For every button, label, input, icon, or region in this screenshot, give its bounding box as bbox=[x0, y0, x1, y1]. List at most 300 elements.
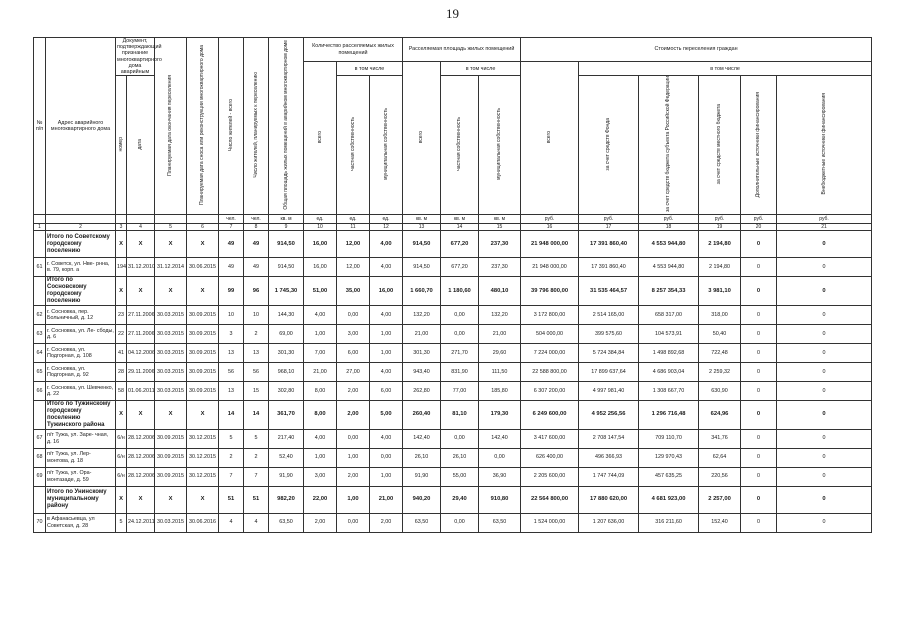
data-cell: 30.12.2015 bbox=[187, 429, 219, 448]
address-cell: в Афанасьевца, ул Советская, д. 28 bbox=[46, 513, 116, 532]
data-cell: 17 391 860,40 bbox=[579, 231, 639, 258]
data-cell: 129 970,43 bbox=[639, 448, 699, 467]
data-cell: X bbox=[187, 486, 219, 513]
column-index-cell: 2 bbox=[46, 224, 116, 231]
data-cell: 8,00 bbox=[304, 400, 337, 429]
data-cell: 0 bbox=[777, 429, 872, 448]
row-number-cell bbox=[34, 231, 46, 258]
index-row bbox=[34, 224, 872, 231]
data-cell: 2 bbox=[219, 448, 244, 467]
address-cell: п/т Тужа, ул. Лер- монтова, д. 18 bbox=[46, 448, 116, 467]
col-relocated-area: Расселяемая площадь жилых помещений bbox=[403, 38, 521, 62]
data-cell: 21 948 000,00 bbox=[521, 258, 579, 277]
data-cell: 504 000,00 bbox=[521, 324, 579, 343]
data-cell: 262,80 bbox=[403, 381, 441, 400]
data-cell: 16,00 bbox=[304, 231, 337, 258]
data-cell: 7 224 000,00 bbox=[521, 343, 579, 362]
data-cell: 6,00 bbox=[337, 343, 370, 362]
address-cell: Итого по Унинскому муниципальному району bbox=[46, 486, 116, 513]
column-index-cell: 16 bbox=[521, 224, 579, 231]
data-cell: 15 bbox=[244, 381, 269, 400]
data-cell: 31 535 464,57 bbox=[579, 277, 639, 306]
data-cell: 27.11.2006 bbox=[127, 324, 155, 343]
data-cell: 5 bbox=[116, 513, 127, 532]
data-cell: 0 bbox=[741, 362, 777, 381]
data-cell: 0,00 bbox=[337, 429, 370, 448]
data-cell: 4 997 981,40 bbox=[579, 381, 639, 400]
data-cell: 4 686 903,04 bbox=[639, 362, 699, 381]
data-cell: 2 708 147,54 bbox=[579, 429, 639, 448]
col-doc-date: дата bbox=[127, 76, 155, 215]
data-cell: 4,00 bbox=[370, 305, 403, 324]
row-number-cell: 63 bbox=[34, 324, 46, 343]
data-cell: 4 bbox=[219, 513, 244, 532]
col-residents-relocating: Число жителей, планируемых к переселению bbox=[244, 38, 269, 215]
data-cell: 831,90 bbox=[441, 362, 479, 381]
data-cell: 13 bbox=[244, 343, 269, 362]
data-cell: 30.03.2015 bbox=[155, 305, 187, 324]
col-cost-all: всего bbox=[521, 62, 579, 215]
row-number-cell: 69 bbox=[34, 467, 46, 486]
data-cell: 29,40 bbox=[441, 486, 479, 513]
data-cell: 1 660,70 bbox=[403, 277, 441, 306]
data-cell: 0,00 bbox=[337, 513, 370, 532]
data-cell: 50,40 bbox=[699, 324, 741, 343]
data-cell: 217,40 bbox=[269, 429, 304, 448]
data-cell: 30.03.2015 bbox=[155, 324, 187, 343]
data-cell: 3 172 800,00 bbox=[521, 305, 579, 324]
unit-cell: кв. м bbox=[479, 215, 521, 224]
column-index-cell: 5 bbox=[155, 224, 187, 231]
data-cell: 24.12.2011 bbox=[127, 513, 155, 532]
data-cell: 1,00 bbox=[304, 324, 337, 343]
data-cell: 12,00 bbox=[337, 231, 370, 258]
data-cell: 0,00 bbox=[337, 305, 370, 324]
data-cell: 1,00 bbox=[337, 448, 370, 467]
data-cell: X bbox=[116, 231, 127, 258]
data-cell: 0 bbox=[741, 429, 777, 448]
subtotal-row bbox=[34, 277, 872, 306]
data-cell: 2 bbox=[244, 324, 269, 343]
unit-cell: руб. bbox=[741, 215, 777, 224]
data-cell: 142,40 bbox=[479, 429, 521, 448]
data-cell: 5 bbox=[244, 429, 269, 448]
page-number: 19 bbox=[446, 6, 459, 21]
data-cell: 0 bbox=[741, 231, 777, 258]
row-number-cell bbox=[34, 486, 46, 513]
col-cost-incl: в том числе bbox=[579, 62, 872, 76]
col-planned-end: Планируемая дата окончания переселения bbox=[155, 38, 187, 215]
data-cell: 22 588 800,00 bbox=[521, 362, 579, 381]
col-cost: Стоимость переселения граждан bbox=[521, 38, 872, 62]
unit-cell: чел. bbox=[219, 215, 244, 224]
data-cell: 91,90 bbox=[403, 467, 441, 486]
data-cell: 17 391 860,40 bbox=[579, 258, 639, 277]
unit-cell: руб. bbox=[639, 215, 699, 224]
data-cell: 0 bbox=[777, 400, 872, 429]
data-cell: 30.03.2015 bbox=[155, 362, 187, 381]
data-cell: 630,90 bbox=[699, 381, 741, 400]
data-cell: 0 bbox=[777, 467, 872, 486]
address-cell: Итого по Сосновскому городскому поселению bbox=[46, 277, 116, 306]
data-cell: 30.09.2015 bbox=[155, 467, 187, 486]
data-cell: 0 bbox=[777, 486, 872, 513]
data-cell: 3 bbox=[219, 324, 244, 343]
col-cost-fund: за счет средств Фонда bbox=[579, 76, 639, 215]
data-cell: 21,00 bbox=[304, 362, 337, 381]
unit-cell: кв. м bbox=[441, 215, 479, 224]
address-cell: г. Сосновка, ул. Подгорная, д. 108 bbox=[46, 343, 116, 362]
data-cell: 2,00 bbox=[304, 513, 337, 532]
row-number-cell: 65 bbox=[34, 362, 46, 381]
data-cell: 722,48 bbox=[699, 343, 741, 362]
data-cell: 56 bbox=[244, 362, 269, 381]
data-cell: 2,00 bbox=[370, 513, 403, 532]
data-cell: 51,00 bbox=[304, 277, 337, 306]
subtotal-row bbox=[34, 400, 872, 429]
column-index-cell: 15 bbox=[479, 224, 521, 231]
data-cell: 0 bbox=[777, 343, 872, 362]
data-cell: 185,80 bbox=[479, 381, 521, 400]
data-cell: 4,00 bbox=[370, 429, 403, 448]
data-cell: 914,50 bbox=[269, 258, 304, 277]
row-number-cell bbox=[34, 277, 46, 306]
data-cell: 4 681 923,00 bbox=[639, 486, 699, 513]
col-qty-all: всего bbox=[304, 62, 337, 215]
subtotal-row bbox=[34, 486, 872, 513]
data-cell: 62,64 bbox=[699, 448, 741, 467]
address-cell: Итого по Советскому городскому поселению bbox=[46, 231, 116, 258]
data-cell: 10 bbox=[244, 305, 269, 324]
data-cell: 39 796 800,00 bbox=[521, 277, 579, 306]
unit-cell: руб. bbox=[579, 215, 639, 224]
data-cell: 4 952 256,56 bbox=[579, 400, 639, 429]
data-cell: 30.09.2015 bbox=[187, 381, 219, 400]
column-index-cell: 8 bbox=[244, 224, 269, 231]
unit-cell: руб. bbox=[777, 215, 872, 224]
data-cell: 1 207 636,00 bbox=[579, 513, 639, 532]
data-cell: X bbox=[127, 277, 155, 306]
data-cell: 0,00 bbox=[479, 448, 521, 467]
data-cell: 28.12.2006 bbox=[127, 429, 155, 448]
data-cell: 23 bbox=[116, 305, 127, 324]
data-cell: X bbox=[127, 486, 155, 513]
data-cell: 13 bbox=[219, 381, 244, 400]
data-cell: 29,60 bbox=[479, 343, 521, 362]
data-cell: 2 259,32 bbox=[699, 362, 741, 381]
data-cell: 1 747 744,09 bbox=[579, 467, 639, 486]
data-cell: 51 bbox=[219, 486, 244, 513]
data-cell: 8 257 354,33 bbox=[639, 277, 699, 306]
data-cell: 13 bbox=[219, 343, 244, 362]
data-cell: 237,30 bbox=[479, 231, 521, 258]
data-cell: 36,90 bbox=[479, 467, 521, 486]
data-cell: 91,90 bbox=[269, 467, 304, 486]
data-cell: 30.03.2015 bbox=[155, 381, 187, 400]
data-cell: 0 bbox=[741, 467, 777, 486]
data-cell: 63,50 bbox=[403, 513, 441, 532]
unit-cell: ед. bbox=[370, 215, 403, 224]
data-cell: 6/н bbox=[116, 467, 127, 486]
data-cell: X bbox=[155, 486, 187, 513]
col-total-area: Общая площадь жилых помещений в аварийном многоквартирном доме bbox=[269, 38, 304, 215]
data-cell: 6 307 200,00 bbox=[521, 381, 579, 400]
row-number-cell: 66 bbox=[34, 381, 46, 400]
data-cell: 77,00 bbox=[441, 381, 479, 400]
data-cell: 6/н bbox=[116, 429, 127, 448]
data-cell: 7 bbox=[219, 467, 244, 486]
table-row bbox=[34, 429, 872, 448]
data-cell: 0 bbox=[777, 305, 872, 324]
column-index-cell: 18 bbox=[639, 224, 699, 231]
data-cell: 4,00 bbox=[304, 429, 337, 448]
address-cell: г. Сосновка, ул. Шевченко, д. 22 bbox=[46, 381, 116, 400]
data-cell: 4 553 944,80 bbox=[639, 258, 699, 277]
address-cell: п/т Тужа, ул. Ора- монтазаде, д. 59 bbox=[46, 467, 116, 486]
subtotal-row bbox=[34, 231, 872, 258]
table-row bbox=[34, 381, 872, 400]
table-row bbox=[34, 362, 872, 381]
unit-cell bbox=[46, 215, 116, 224]
units-row bbox=[34, 215, 872, 224]
data-cell: 21,00 bbox=[403, 324, 441, 343]
data-cell: 361,70 bbox=[269, 400, 304, 429]
data-cell: 260,40 bbox=[403, 400, 441, 429]
data-cell: 4 bbox=[244, 513, 269, 532]
data-cell: 30.12.2015 bbox=[187, 448, 219, 467]
data-cell: 0,00 bbox=[441, 513, 479, 532]
data-cell: 194 bbox=[116, 258, 127, 277]
table-row bbox=[34, 324, 872, 343]
data-cell: 3,00 bbox=[304, 467, 337, 486]
row-number-cell bbox=[34, 400, 46, 429]
data-cell: 29.11.2006 bbox=[127, 362, 155, 381]
data-cell: 41 bbox=[116, 343, 127, 362]
col-area-private: частная собственность bbox=[441, 76, 479, 215]
data-cell: 58 bbox=[116, 381, 127, 400]
col-qty-municipal: муниципальная собственность bbox=[370, 76, 403, 215]
data-cell: 2 205 600,00 bbox=[521, 467, 579, 486]
row-number-cell: 70 bbox=[34, 513, 46, 532]
data-cell: 12,00 bbox=[337, 258, 370, 277]
data-cell: 3,00 bbox=[337, 324, 370, 343]
column-index-cell: 21 bbox=[777, 224, 872, 231]
data-cell: 0 bbox=[741, 400, 777, 429]
unit-cell: кв. м bbox=[403, 215, 441, 224]
data-cell: 5 724 384,84 bbox=[579, 343, 639, 362]
data-cell: 30.03.2015 bbox=[155, 343, 187, 362]
data-cell: 480,10 bbox=[479, 277, 521, 306]
column-index-cell: 17 bbox=[579, 224, 639, 231]
data-cell: 0 bbox=[777, 513, 872, 532]
col-qty-incl: в том числе bbox=[337, 62, 403, 76]
row-number-cell: 61 bbox=[34, 258, 46, 277]
col-area-municipal: муниципальная собственность bbox=[479, 76, 521, 215]
data-cell: 63,50 bbox=[479, 513, 521, 532]
data-cell: 30.06.2016 bbox=[187, 513, 219, 532]
data-cell: 04.12.2006 bbox=[127, 343, 155, 362]
data-cell: 302,80 bbox=[269, 381, 304, 400]
data-cell: 2 bbox=[244, 448, 269, 467]
col-area-incl: в том числе bbox=[441, 62, 521, 76]
col-cost-extra: Дополнительные источники финансирования bbox=[741, 76, 777, 215]
row-number-cell: 62 bbox=[34, 305, 46, 324]
data-cell: 104 573,91 bbox=[639, 324, 699, 343]
table-row bbox=[34, 467, 872, 486]
data-cell: 56 bbox=[219, 362, 244, 381]
data-cell: 6,00 bbox=[370, 381, 403, 400]
column-index-cell: 11 bbox=[337, 224, 370, 231]
unit-cell: руб. bbox=[699, 215, 741, 224]
unit-cell: кв. м bbox=[269, 215, 304, 224]
data-cell: 8,00 bbox=[304, 381, 337, 400]
data-cell: 31.12.2010 bbox=[127, 258, 155, 277]
data-cell: 22 bbox=[116, 324, 127, 343]
column-index-cell: 9 bbox=[269, 224, 304, 231]
data-cell: 0 bbox=[741, 324, 777, 343]
data-cell: 7,00 bbox=[304, 343, 337, 362]
data-cell: 0 bbox=[777, 277, 872, 306]
data-cell: 0 bbox=[777, 324, 872, 343]
column-index-cell: 12 bbox=[370, 224, 403, 231]
column-index-cell: 20 bbox=[741, 224, 777, 231]
data-cell: 22 564 800,00 bbox=[521, 486, 579, 513]
data-cell: X bbox=[116, 486, 127, 513]
address-cell: Итого по Тужинскому городскому поселению Тужинского района bbox=[46, 400, 116, 429]
data-cell: 30.09.2015 bbox=[155, 448, 187, 467]
data-cell: 69,00 bbox=[269, 324, 304, 343]
column-index-cell: 1 bbox=[34, 224, 46, 231]
data-cell: 1,00 bbox=[370, 324, 403, 343]
data-cell: 152,40 bbox=[699, 513, 741, 532]
data-cell: 709 110,70 bbox=[639, 429, 699, 448]
col-address: Адрес аварийного многоквартирного дома bbox=[46, 38, 116, 215]
row-number-cell: 67 bbox=[34, 429, 46, 448]
col-qty-private: частная собственность bbox=[337, 76, 370, 215]
address-cell: п/т Тужа, ул. Заре- чная, д. 16 bbox=[46, 429, 116, 448]
data-cell: 968,10 bbox=[269, 362, 304, 381]
data-cell: 982,20 bbox=[269, 486, 304, 513]
data-cell: 914,50 bbox=[403, 258, 441, 277]
data-cell: 35,00 bbox=[337, 277, 370, 306]
table-row bbox=[34, 258, 872, 277]
data-cell: 14 bbox=[244, 400, 269, 429]
relocation-register-table bbox=[33, 37, 872, 533]
data-cell: 1 180,60 bbox=[441, 277, 479, 306]
data-cell: 132,20 bbox=[403, 305, 441, 324]
data-cell: 144,30 bbox=[269, 305, 304, 324]
data-cell: 1,00 bbox=[304, 448, 337, 467]
data-cell: X bbox=[127, 231, 155, 258]
col-area-all: всего bbox=[403, 62, 441, 215]
data-cell: 626 400,00 bbox=[521, 448, 579, 467]
column-index-cell: 7 bbox=[219, 224, 244, 231]
table-row bbox=[34, 305, 872, 324]
address-cell: г. Сосновка, ул. Ле- сбоды, д. 6 bbox=[46, 324, 116, 343]
data-cell: 0 bbox=[777, 231, 872, 258]
data-cell: 0,00 bbox=[441, 429, 479, 448]
address-cell: г. Советск, ул. Нве- рнна, в. 79, корп. а bbox=[46, 258, 116, 277]
column-index-cell: 10 bbox=[304, 224, 337, 231]
data-cell: 49 bbox=[244, 231, 269, 258]
data-cell: 27,00 bbox=[337, 362, 370, 381]
data-cell: 52,40 bbox=[269, 448, 304, 467]
data-cell: 0 bbox=[777, 448, 872, 467]
column-index-cell: 13 bbox=[403, 224, 441, 231]
data-cell: 0 bbox=[741, 305, 777, 324]
unit-cell: ед. bbox=[337, 215, 370, 224]
col-doc: Документ, подтверждающий признание многоквартирного дома аварийным bbox=[117, 38, 162, 76]
data-cell: 0 bbox=[777, 258, 872, 277]
row-number-cell: 68 bbox=[34, 448, 46, 467]
data-cell: 1 498 892,68 bbox=[639, 343, 699, 362]
data-cell: 1,00 bbox=[370, 343, 403, 362]
data-cell: 21,00 bbox=[479, 324, 521, 343]
column-index-cell: 14 bbox=[441, 224, 479, 231]
data-cell: 2,00 bbox=[337, 467, 370, 486]
data-cell: 30.09.2015 bbox=[187, 343, 219, 362]
address-cell: г. Сосновка, пер. Больничный, д. 12 bbox=[46, 305, 116, 324]
data-cell: 51 bbox=[244, 486, 269, 513]
data-cell: 26,10 bbox=[403, 448, 441, 467]
data-cell: 96 bbox=[244, 277, 269, 306]
data-cell: 1,00 bbox=[337, 486, 370, 513]
data-cell: 910,80 bbox=[479, 486, 521, 513]
data-cell: 63,50 bbox=[269, 513, 304, 532]
unit-cell bbox=[155, 215, 187, 224]
data-cell: 6 249 600,00 bbox=[521, 400, 579, 429]
data-cell: 624,96 bbox=[699, 400, 741, 429]
data-cell: 4,00 bbox=[304, 305, 337, 324]
data-cell: 677,20 bbox=[441, 231, 479, 258]
data-cell: 237,30 bbox=[479, 258, 521, 277]
table-row bbox=[34, 513, 872, 532]
data-cell: 1 745,30 bbox=[269, 277, 304, 306]
data-cell: X bbox=[116, 400, 127, 429]
data-cell: 2 194,80 bbox=[699, 258, 741, 277]
data-cell: 301,30 bbox=[403, 343, 441, 362]
data-cell: 2 194,80 bbox=[699, 231, 741, 258]
column-index-cell: 19 bbox=[699, 224, 741, 231]
data-cell: 01.06.2011 bbox=[127, 381, 155, 400]
data-cell: 940,20 bbox=[403, 486, 441, 513]
data-cell: 16,00 bbox=[304, 258, 337, 277]
data-cell: 658 317,00 bbox=[639, 305, 699, 324]
data-cell: 27.11.2006 bbox=[127, 305, 155, 324]
data-cell: 399 575,60 bbox=[579, 324, 639, 343]
data-cell: 49 bbox=[244, 258, 269, 277]
data-cell: 1 308 667,70 bbox=[639, 381, 699, 400]
data-cell: 0 bbox=[777, 362, 872, 381]
col-planned-demolition: Планируемая дата сноса или реконструкции многоквартирного дома bbox=[187, 38, 219, 215]
data-cell: 914,50 bbox=[269, 231, 304, 258]
data-cell: 301,30 bbox=[269, 343, 304, 362]
data-cell: 16,00 bbox=[370, 277, 403, 306]
unit-cell bbox=[34, 215, 46, 224]
data-cell: 31.12.2014 bbox=[155, 258, 187, 277]
data-cell: 55,00 bbox=[441, 467, 479, 486]
data-cell: X bbox=[155, 231, 187, 258]
data-cell: 316 211,60 bbox=[639, 513, 699, 532]
data-cell: 0,00 bbox=[441, 305, 479, 324]
col-relocated-qty: Количество расселяемых жилых помещений bbox=[304, 38, 403, 62]
data-cell: 30.03.2015 bbox=[155, 513, 187, 532]
data-cell: 4,00 bbox=[370, 258, 403, 277]
data-cell: 4,00 bbox=[370, 362, 403, 381]
data-cell: 1 296 716,48 bbox=[639, 400, 699, 429]
address-cell: г. Сосновка, ул. Подгорная, д. 92 bbox=[46, 362, 116, 381]
data-cell: 0 bbox=[741, 381, 777, 400]
